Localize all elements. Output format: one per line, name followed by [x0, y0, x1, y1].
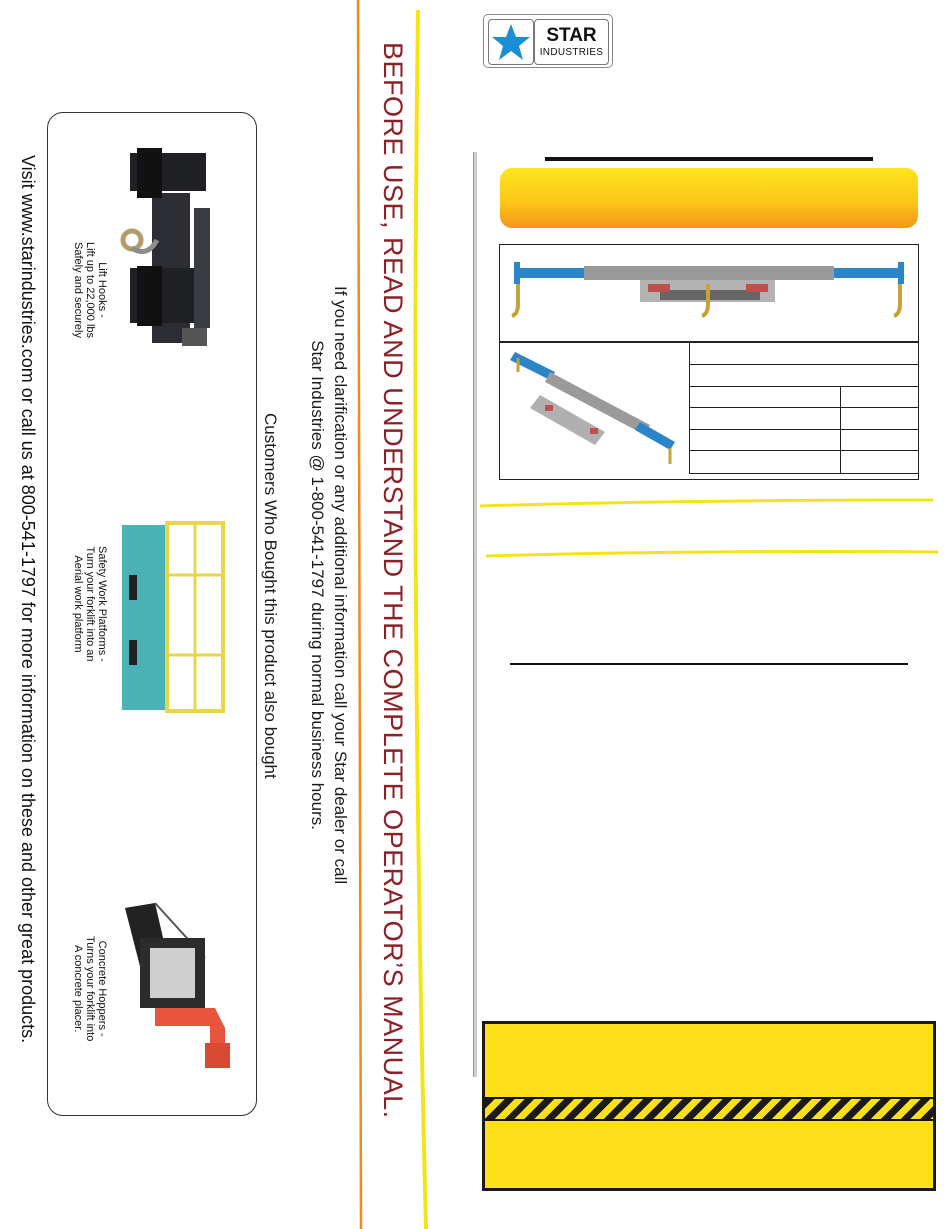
spreader-beam-image	[510, 256, 910, 328]
warning-box	[482, 1021, 936, 1191]
hazard-stripe	[485, 1097, 933, 1121]
product-desc: A concrete placer.	[72, 944, 84, 1033]
table-row	[690, 386, 918, 387]
logo-subtitle: INDUSTRIES	[539, 47, 604, 58]
table-row	[690, 450, 918, 451]
visit-footer: Visit www.starindustries.com or call us at 800-541-1797 for more information on these and other great products.	[18, 155, 38, 1044]
info-paragraph	[306, 286, 352, 884]
table-row	[690, 407, 918, 408]
product-desc: Safely and securely	[72, 242, 84, 338]
concrete-hoppers-caption	[72, 936, 108, 1041]
lift-hooks-caption	[72, 242, 108, 338]
customers-title: Customers Who Bought this product also bought	[261, 413, 280, 779]
info-line: Star Industries @ 1-800-541-1797 during normal business hours.	[308, 340, 327, 830]
info-line: If you need clarification or any additional information call your Star dealer or call	[331, 286, 350, 885]
table-column-divider	[840, 386, 841, 473]
spreader-beam-perspective	[510, 350, 680, 470]
spec-table	[689, 342, 919, 474]
headline: BEFORE USE, READ AND UNDERSTAND THE COMPLETE OPERATOR’S MANUAL.	[378, 42, 408, 1119]
product-desc: Turn your forklift into an	[84, 546, 96, 662]
concrete-hopper-image	[115, 898, 235, 1073]
product-name: Lift Hooks -	[96, 262, 108, 318]
product-desc: Turns your forklift into	[84, 936, 96, 1042]
product-name: Concrete Hoppers -	[96, 940, 108, 1037]
product-desc: Aerial work platform	[72, 555, 84, 653]
logo-word: STAR	[546, 25, 597, 46]
lift-hook-icon	[112, 148, 222, 353]
star-icon	[489, 20, 533, 64]
decorative-swoosh	[478, 490, 943, 570]
star-logo	[483, 14, 613, 68]
work-platform-icon	[117, 515, 227, 715]
section-rule	[510, 663, 908, 665]
title-rule	[545, 157, 873, 161]
work-platforms-caption	[72, 546, 108, 662]
panel-divider	[473, 152, 477, 1077]
work-platform-image	[117, 515, 227, 715]
concrete-hopper-icon	[115, 898, 235, 1073]
table-row	[690, 429, 918, 430]
product-desc: Lift up to 22,000 lbs	[84, 242, 96, 339]
title-banner	[500, 168, 918, 228]
lift-hook-image	[112, 148, 222, 353]
decorative-swoosh	[350, 0, 440, 1229]
table-row	[690, 364, 918, 365]
product-name: Safety Work Platforms -	[96, 546, 108, 662]
